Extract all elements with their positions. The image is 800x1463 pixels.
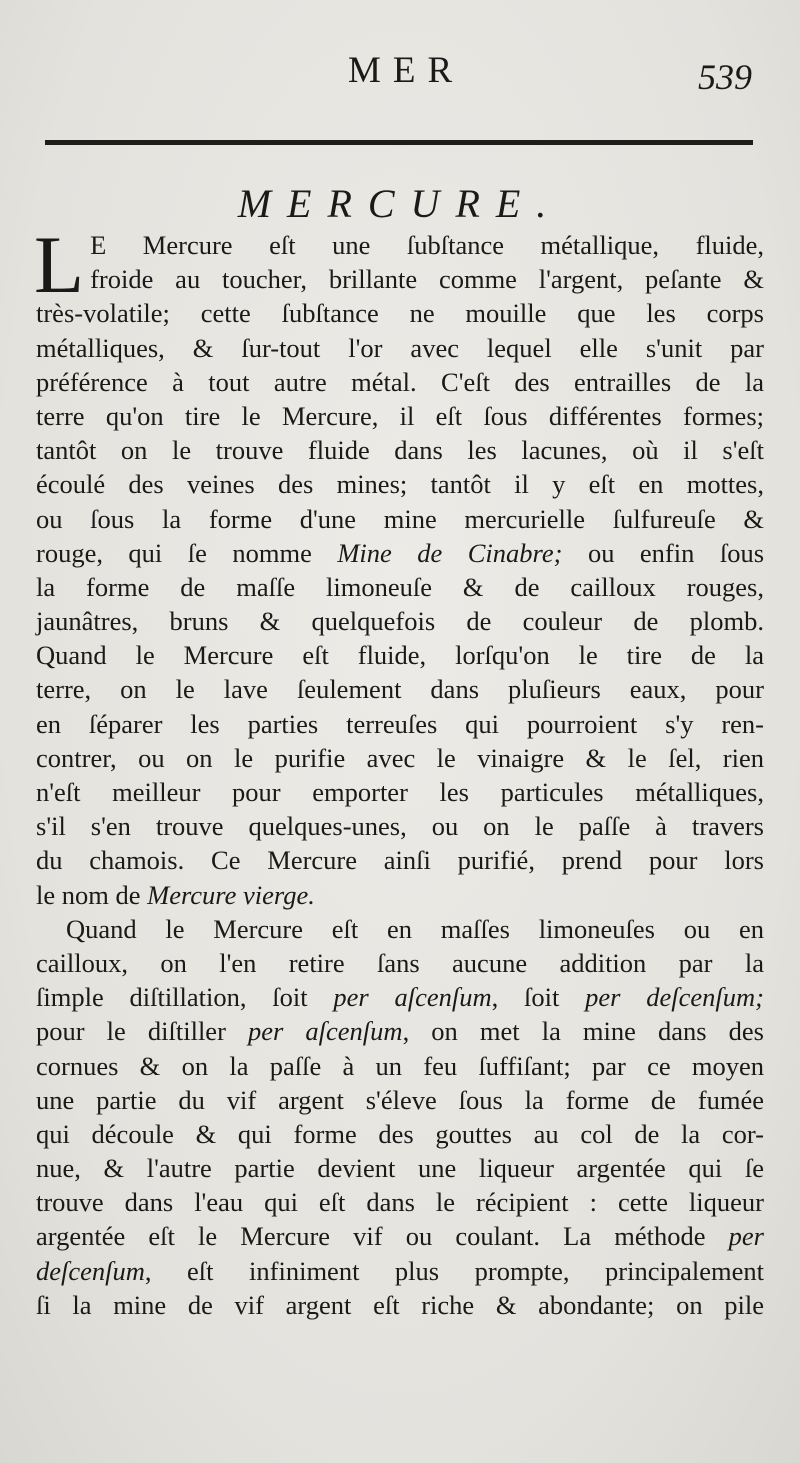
section-title: MERCURE. bbox=[237, 181, 563, 226]
body-text bbox=[34, 219, 765, 1322]
text-run: le nom de bbox=[36, 879, 148, 910]
italic-run: per aſcenſum bbox=[333, 982, 492, 1013]
paragraph-2 bbox=[36, 912, 764, 1322]
text-line: en ſéparer les parties terreuſes qui pourroient s'y ren- bbox=[36, 708, 764, 739]
text-line: préférence à tout autre métal. C'eſt des entrailles de la bbox=[36, 366, 764, 397]
text-line bbox=[36, 878, 764, 912]
italic-run: per bbox=[728, 1221, 764, 1252]
text-line: jaunâtres, bruns & quelquefois de couleur de plomb. bbox=[36, 606, 764, 637]
text-line bbox=[36, 536, 764, 570]
text-line bbox=[36, 1014, 764, 1048]
paragraph-1 bbox=[34, 219, 765, 912]
italic-run: per deſcenſum; bbox=[585, 982, 764, 1013]
text-line: Quand le Mercure eſt fluide, lorſqu'on le tire de la bbox=[36, 640, 764, 671]
text-line: s'il s'en trouve quelques-unes, ou on le paſſe à travers bbox=[36, 811, 764, 842]
italic-run: deſcenſum bbox=[36, 1255, 145, 1286]
text-line: terre qu'on tire le Mercure, il eſt ſous différentes formes; bbox=[36, 400, 764, 431]
page-number: 539 bbox=[698, 57, 752, 97]
text-line: froide au toucher, brillante comme l'argent, peſante & bbox=[90, 264, 764, 295]
text-line: ou ſous la forme d'une mine mercurielle ſulfureuſe & bbox=[36, 503, 764, 534]
text-line: n'eſt meilleur pour emporter les particules métalliques, bbox=[36, 777, 764, 807]
text-run: , eſt infiniment plus prompte, principalement bbox=[144, 1255, 764, 1286]
text-run: rouge, qui ſe nomme bbox=[36, 537, 338, 568]
text-line: cailloux, on l'en retire ſans aucune addition par la bbox=[36, 947, 764, 978]
running-title: MER bbox=[348, 50, 465, 91]
text-run: argentée eſt le Mercure vif ou coulant. La méthode bbox=[36, 1221, 729, 1252]
text-run: , on met la mine dans des bbox=[402, 1016, 764, 1047]
text-line: du chamois. Ce Mercure ainſi purifié, prend pour lors bbox=[36, 845, 764, 876]
text-run: pour le diſtiller bbox=[36, 1016, 248, 1047]
text-run: ou enfin ſous bbox=[562, 537, 765, 568]
text-line: ſi la mine de vif argent eſt riche & abondante; on pile bbox=[36, 1289, 764, 1320]
italic-run: per aſcenſum bbox=[248, 1016, 403, 1047]
text-line bbox=[36, 1219, 764, 1253]
text-line: une partie du vif argent s'éleve ſous la forme de fumée bbox=[36, 1084, 764, 1115]
text-line: cornues & on la paſſe à un feu ſuffiſant; par ce moyen bbox=[36, 1050, 764, 1081]
text-run: ſimple diſtillation, ſoit bbox=[36, 982, 334, 1013]
text-line: contrer, ou on le purifie avec le vinaigre & le ſel, rien bbox=[36, 742, 764, 773]
text-line bbox=[36, 980, 764, 1014]
text-line: Quand le Mercure eſt en maſſes limoneuſes ou en bbox=[66, 913, 764, 944]
text-line: écoulé des veines des mines; tantôt il y eſt en mottes, bbox=[36, 469, 764, 500]
text-line: qui découle & qui forme des gouttes au col de la cor- bbox=[36, 1118, 764, 1149]
text-line: trouve dans l'eau qui eſt dans le récipient : cette liqueur bbox=[36, 1187, 764, 1218]
text-line: la forme de maſſe limoneuſe & de cailloux rouges, bbox=[36, 571, 764, 602]
text-line: terre, on le lave ſeulement dans pluſieurs eaux, pour bbox=[36, 674, 764, 705]
text-line: E Mercure eſt une ſubſtance métallique, fluide, bbox=[90, 230, 764, 260]
text-line: nue, & l'autre partie devient une liqueur argentée qui ſe bbox=[36, 1153, 764, 1184]
italic-run: Mercure vierge. bbox=[147, 879, 315, 910]
text-line: très-volatile; cette ſubſtance ne mouille que les corps bbox=[36, 298, 764, 329]
text-run: , ſoit bbox=[491, 982, 586, 1013]
italic-run: Mine de Cinabre; bbox=[337, 537, 563, 568]
drop-cap: L bbox=[34, 219, 85, 310]
text-line bbox=[36, 1254, 764, 1288]
text-line: métalliques, & ſur-tout l'or avec lequel elle s'unit par bbox=[36, 332, 764, 363]
running-head bbox=[0, 48, 800, 98]
header-rule bbox=[45, 140, 753, 145]
text-line: tantôt on le trouve fluide dans les lacunes, où il s'eſt bbox=[36, 435, 764, 466]
